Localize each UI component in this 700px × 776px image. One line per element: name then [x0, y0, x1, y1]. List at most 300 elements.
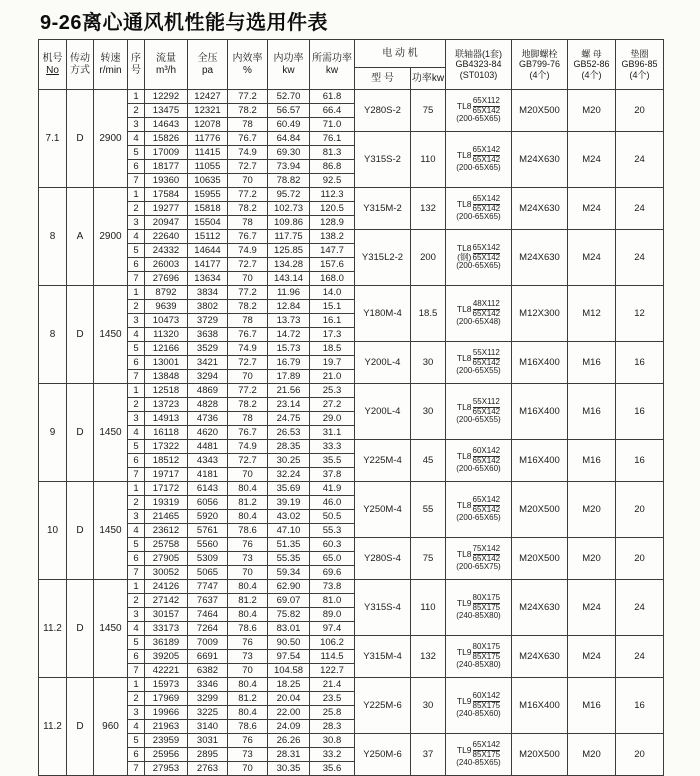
table-row — [39, 482, 664, 496]
flow-cell: 21465 — [145, 510, 188, 524]
washer-cell: 20 — [616, 90, 664, 132]
internal-power-cell: 28.35 — [268, 440, 310, 454]
flow-cell: 36189 — [145, 636, 188, 650]
anchor-bolt-cell: M24X630 — [512, 230, 568, 286]
motor-model-cell: Y315S-4 — [355, 580, 411, 636]
flow-cell: 12292 — [145, 90, 188, 104]
nut-cell: M16 — [568, 342, 616, 384]
required-power-cell: 29.0 — [310, 412, 355, 426]
anchor-bolt-cell: M20X500 — [512, 482, 568, 538]
flow-cell: 17322 — [145, 440, 188, 454]
col-header-internal-power: 内功率 kw — [268, 40, 310, 90]
coupling-model: TL8 (钢) — [456, 243, 472, 263]
internal-power-cell: 62.90 — [268, 580, 310, 594]
washer-cell: 20 — [616, 538, 664, 580]
coupling-size: (200-65X65) — [456, 212, 501, 222]
pressure-cell: 6143 — [188, 482, 228, 496]
flow-cell: 19966 — [145, 706, 188, 720]
washer-cell: 20 — [616, 734, 664, 776]
pressure-cell: 14644 — [188, 244, 228, 258]
efficiency-cell: 78 — [228, 412, 268, 426]
motor-power-cell: 30 — [411, 384, 446, 440]
seq-cell: 6 — [128, 454, 145, 468]
coupling-fraction: $\frac{48X112}{65X142}$ — [472, 299, 501, 318]
efficiency-cell: 72.7 — [228, 454, 268, 468]
internal-power-cell: 73.94 — [268, 160, 310, 174]
internal-power-cell: 97.54 — [268, 650, 310, 664]
table-row — [39, 230, 664, 244]
table-row — [39, 132, 664, 146]
coupling-cell — [446, 580, 512, 636]
internal-power-cell: 55.35 — [268, 552, 310, 566]
required-power-cell: 33.2 — [310, 748, 355, 762]
efficiency-cell: 78.2 — [228, 300, 268, 314]
seq-cell: 2 — [128, 202, 145, 216]
pressure-cell: 2895 — [188, 748, 228, 762]
table-row — [39, 188, 664, 202]
washer-cell: 16 — [616, 440, 664, 482]
internal-power-cell: 117.75 — [268, 230, 310, 244]
coupling-model: TL8 — [456, 450, 472, 461]
nut-cell: M24 — [568, 132, 616, 188]
pressure-cell: 4481 — [188, 440, 228, 454]
coupling-fraction: $\frac{75X142}{65X142}$ — [472, 544, 501, 563]
motor-model-cell: Y315S-2 — [355, 132, 411, 188]
efficiency-cell: 78.2 — [228, 398, 268, 412]
seq-cell: 7 — [128, 762, 145, 776]
anchor-bolt-cell: M16X400 — [512, 440, 568, 482]
required-power-cell: 120.5 — [310, 202, 355, 216]
motor-power-cell: 132 — [411, 636, 446, 678]
washer-cell: 16 — [616, 678, 664, 734]
pressure-cell: 10635 — [188, 174, 228, 188]
coupling-cell — [446, 286, 512, 342]
flow-cell: 25758 — [145, 538, 188, 552]
efficiency-cell: 81.2 — [228, 594, 268, 608]
internal-power-cell: 35.69 — [268, 482, 310, 496]
drive-cell: D — [67, 90, 94, 188]
pressure-cell: 12321 — [188, 104, 228, 118]
efficiency-cell: 74.9 — [228, 244, 268, 258]
motor-model-cell: Y315M-4 — [355, 636, 411, 678]
efficiency-cell: 78.6 — [228, 720, 268, 734]
efficiency-cell: 78.2 — [228, 202, 268, 216]
nut-cell: M24 — [568, 580, 616, 636]
required-power-cell: 168.0 — [310, 272, 355, 286]
seq-cell: 4 — [128, 622, 145, 636]
required-power-cell: 37.8 — [310, 468, 355, 482]
pressure-cell: 4343 — [188, 454, 228, 468]
required-power-cell: 65.0 — [310, 552, 355, 566]
internal-power-cell: 109.86 — [268, 216, 310, 230]
pressure-cell: 3031 — [188, 734, 228, 748]
coupling-model: TL8 — [456, 100, 472, 111]
efficiency-cell: 76 — [228, 734, 268, 748]
washer-cell: 24 — [616, 580, 664, 636]
coupling-size: (200-65X48) — [456, 317, 501, 327]
internal-power-cell: 143.14 — [268, 272, 310, 286]
internal-power-cell: 75.82 — [268, 608, 310, 622]
efficiency-cell: 76.7 — [228, 328, 268, 342]
coupling-cell — [446, 636, 512, 678]
anchor-bolt-cell: M12X300 — [512, 286, 568, 342]
col-header-motor-model: 型 号 — [355, 68, 411, 90]
pressure-cell: 13634 — [188, 272, 228, 286]
coupling-size: (200-65X60) — [456, 464, 501, 474]
anchor-bolt-cell: M24X630 — [512, 636, 568, 678]
col-header-motor: 电 动 机 — [355, 40, 446, 68]
machine-no-cell: 11.2 — [39, 678, 67, 776]
required-power-cell: 69.6 — [310, 566, 355, 580]
coupling-size: (240-85X80) — [456, 660, 501, 670]
motor-power-cell: 75 — [411, 538, 446, 580]
col-header-seq: 序 号 — [128, 40, 145, 90]
coupling-cell — [446, 188, 512, 230]
required-power-cell: 23.5 — [310, 692, 355, 706]
seq-cell: 2 — [128, 300, 145, 314]
seq-cell: 5 — [128, 146, 145, 160]
machine-no-cell: 7.1 — [39, 90, 67, 188]
machine-no-cell: 8 — [39, 286, 67, 384]
table-row — [39, 678, 664, 692]
required-power-cell: 50.5 — [310, 510, 355, 524]
coupling-fraction: $\frac{65X112}{65X142}$ — [472, 96, 501, 115]
required-power-cell: 31.1 — [310, 426, 355, 440]
washer-cell: 24 — [616, 132, 664, 188]
washer-cell: 16 — [616, 342, 664, 384]
coupling-fraction: $\frac{65X142}{65X142}$ — [472, 243, 501, 262]
table-row — [39, 580, 664, 594]
internal-power-cell: 134.28 — [268, 258, 310, 272]
pressure-cell: 6382 — [188, 664, 228, 678]
required-power-cell: 35.5 — [310, 454, 355, 468]
nut-cell: M20 — [568, 90, 616, 132]
efficiency-cell: 70 — [228, 468, 268, 482]
coupling-size: (240-85X80) — [456, 611, 501, 621]
flow-cell: 39205 — [145, 650, 188, 664]
col-header-anchor-bolt: 地脚螺栓 GB799-76 (4个) — [512, 40, 568, 90]
required-power-cell: 106.2 — [310, 636, 355, 650]
efficiency-cell: 78 — [228, 216, 268, 230]
required-power-cell: 35.6 — [310, 762, 355, 776]
flow-cell: 15973 — [145, 678, 188, 692]
required-power-cell: 28.3 — [310, 720, 355, 734]
washer-cell: 24 — [616, 188, 664, 230]
required-power-cell: 157.6 — [310, 258, 355, 272]
flow-cell: 27142 — [145, 594, 188, 608]
pressure-cell: 11415 — [188, 146, 228, 160]
seq-cell: 7 — [128, 664, 145, 678]
coupling-size: (200-65X65) — [456, 513, 501, 523]
required-power-cell: 71.0 — [310, 118, 355, 132]
seq-cell: 5 — [128, 244, 145, 258]
motor-model-cell: Y200L-4 — [355, 342, 411, 384]
required-power-cell: 89.0 — [310, 608, 355, 622]
flow-cell: 12518 — [145, 384, 188, 398]
nut-cell: M16 — [568, 384, 616, 440]
required-power-cell: 128.9 — [310, 216, 355, 230]
pressure-cell: 5560 — [188, 538, 228, 552]
coupling-fraction: $\frac{80X175}{85X175}$ — [472, 642, 501, 661]
internal-power-cell: 22.00 — [268, 706, 310, 720]
nut-cell: M16 — [568, 678, 616, 734]
table-row — [39, 538, 664, 552]
table-row — [39, 440, 664, 454]
internal-power-cell: 104.58 — [268, 664, 310, 678]
motor-model-cell: Y225M-4 — [355, 440, 411, 482]
internal-power-cell: 47.10 — [268, 524, 310, 538]
internal-power-cell: 15.73 — [268, 342, 310, 356]
flow-cell: 11320 — [145, 328, 188, 342]
internal-power-cell: 16.79 — [268, 356, 310, 370]
coupling-model: TL9 — [456, 646, 472, 657]
seq-cell: 4 — [128, 426, 145, 440]
col-header-coupling: 联轴器(1套) GB4323-84 (ST0103) — [446, 40, 512, 90]
required-power-cell: 21.4 — [310, 678, 355, 692]
coupling-size: (200-65X65) — [456, 114, 501, 124]
required-power-cell: 66.4 — [310, 104, 355, 118]
required-power-cell: 138.2 — [310, 230, 355, 244]
motor-power-cell: 18.5 — [411, 286, 446, 342]
coupling-cell — [446, 384, 512, 440]
efficiency-cell: 77.2 — [228, 384, 268, 398]
seq-cell: 6 — [128, 650, 145, 664]
coupling-cell — [446, 678, 512, 734]
seq-cell: 7 — [128, 468, 145, 482]
anchor-bolt-cell: M16X400 — [512, 342, 568, 384]
flow-cell: 20947 — [145, 216, 188, 230]
pressure-cell: 6056 — [188, 496, 228, 510]
flow-cell: 30052 — [145, 566, 188, 580]
internal-power-cell: 20.04 — [268, 692, 310, 706]
flow-cell: 25956 — [145, 748, 188, 762]
washer-cell: 24 — [616, 636, 664, 678]
internal-power-cell: 13.73 — [268, 314, 310, 328]
coupling-cell — [446, 90, 512, 132]
efficiency-cell: 78 — [228, 118, 268, 132]
flow-cell: 18177 — [145, 160, 188, 174]
motor-power-cell: 30 — [411, 342, 446, 384]
required-power-cell: 55.3 — [310, 524, 355, 538]
efficiency-cell: 74.9 — [228, 440, 268, 454]
machine-no-cell: 10 — [39, 482, 67, 580]
seq-cell: 3 — [128, 510, 145, 524]
seq-cell: 6 — [128, 748, 145, 762]
efficiency-cell: 80.4 — [228, 678, 268, 692]
internal-power-cell: 90.50 — [268, 636, 310, 650]
internal-power-cell: 102.73 — [268, 202, 310, 216]
required-power-cell: 81.0 — [310, 594, 355, 608]
speed-cell: 1450 — [94, 384, 128, 482]
seq-cell: 4 — [128, 524, 145, 538]
coupling-model: TL8 — [456, 352, 472, 363]
pressure-cell: 11776 — [188, 132, 228, 146]
efficiency-cell: 78.2 — [228, 104, 268, 118]
seq-cell: 7 — [128, 174, 145, 188]
internal-power-cell: 26.53 — [268, 426, 310, 440]
speed-cell: 1450 — [94, 286, 128, 384]
internal-power-cell: 52.70 — [268, 90, 310, 104]
internal-power-cell: 24.75 — [268, 412, 310, 426]
pressure-cell: 3225 — [188, 706, 228, 720]
table-row — [39, 384, 664, 398]
pressure-cell: 15504 — [188, 216, 228, 230]
efficiency-cell: 78.6 — [228, 524, 268, 538]
required-power-cell: 97.4 — [310, 622, 355, 636]
internal-power-cell: 30.25 — [268, 454, 310, 468]
coupling-size: (240-85X60) — [456, 709, 501, 719]
required-power-cell: 17.3 — [310, 328, 355, 342]
coupling-fraction: $\frac{65X142}{65X142}$ — [472, 145, 501, 164]
pressure-cell: 15818 — [188, 202, 228, 216]
pressure-cell: 3729 — [188, 314, 228, 328]
flow-cell: 17584 — [145, 188, 188, 202]
internal-power-cell: 17.89 — [268, 370, 310, 384]
efficiency-cell: 73 — [228, 650, 268, 664]
seq-cell: 2 — [128, 398, 145, 412]
pressure-cell: 4869 — [188, 384, 228, 398]
required-power-cell: 81.3 — [310, 146, 355, 160]
motor-power-cell: 110 — [411, 132, 446, 188]
pressure-cell: 15955 — [188, 188, 228, 202]
internal-power-cell: 18.25 — [268, 678, 310, 692]
internal-power-cell: 21.56 — [268, 384, 310, 398]
seq-cell: 6 — [128, 258, 145, 272]
required-power-cell: 112.3 — [310, 188, 355, 202]
efficiency-cell: 77.2 — [228, 188, 268, 202]
pressure-cell: 3346 — [188, 678, 228, 692]
pressure-cell: 4181 — [188, 468, 228, 482]
drive-cell: D — [67, 482, 94, 580]
col-header-efficiency: 内效率 % — [228, 40, 268, 90]
required-power-cell: 30.8 — [310, 734, 355, 748]
table-row — [39, 90, 664, 104]
efficiency-cell: 80.4 — [228, 482, 268, 496]
efficiency-cell: 70 — [228, 664, 268, 678]
flow-cell: 22640 — [145, 230, 188, 244]
seq-cell: 4 — [128, 328, 145, 342]
coupling-fraction: $\frac{60X142}{65X142}$ — [472, 446, 501, 465]
efficiency-cell: 70 — [228, 762, 268, 776]
seq-cell: 2 — [128, 594, 145, 608]
flow-cell: 13848 — [145, 370, 188, 384]
pressure-cell: 7264 — [188, 622, 228, 636]
flow-cell: 27905 — [145, 552, 188, 566]
machine-no-cell: 8 — [39, 188, 67, 286]
col-header-speed: 转速 r/min — [94, 40, 128, 90]
pressure-cell: 3299 — [188, 692, 228, 706]
internal-power-cell: 30.35 — [268, 762, 310, 776]
internal-power-cell: 69.30 — [268, 146, 310, 160]
pressure-cell: 7747 — [188, 580, 228, 594]
pressure-cell: 12427 — [188, 90, 228, 104]
efficiency-cell: 77.2 — [228, 90, 268, 104]
motor-model-cell: Y200L-4 — [355, 384, 411, 440]
motor-model-cell: Y250M-6 — [355, 734, 411, 776]
coupling-fraction: $\frac{60X142}{85X175}$ — [472, 691, 501, 710]
washer-cell: 16 — [616, 384, 664, 440]
coupling-cell — [446, 482, 512, 538]
flow-cell: 27696 — [145, 272, 188, 286]
flow-cell: 24126 — [145, 580, 188, 594]
internal-power-cell: 69.07 — [268, 594, 310, 608]
seq-cell: 5 — [128, 342, 145, 356]
seq-cell: 1 — [128, 384, 145, 398]
flow-cell: 16118 — [145, 426, 188, 440]
required-power-cell: 33.3 — [310, 440, 355, 454]
flow-cell: 17969 — [145, 692, 188, 706]
internal-power-cell: 78.82 — [268, 174, 310, 188]
coupling-model: TL8 — [456, 303, 472, 314]
flow-cell: 12166 — [145, 342, 188, 356]
motor-power-cell: 30 — [411, 678, 446, 734]
col-header-machine-no: 机号 No — [39, 40, 67, 90]
efficiency-cell: 76 — [228, 538, 268, 552]
seq-cell: 1 — [128, 90, 145, 104]
motor-power-cell: 37 — [411, 734, 446, 776]
coupling-size: (200-65X55) — [456, 366, 501, 376]
seq-cell: 6 — [128, 356, 145, 370]
motor-model-cell: Y280S-2 — [355, 90, 411, 132]
coupling-model: TL9 — [456, 744, 472, 755]
machine-no-cell: 9 — [39, 384, 67, 482]
flow-cell: 26003 — [145, 258, 188, 272]
coupling-model: TL9 — [456, 695, 472, 706]
seq-cell: 3 — [128, 118, 145, 132]
table-row — [39, 286, 664, 300]
seq-cell: 1 — [128, 286, 145, 300]
nut-cell: M24 — [568, 230, 616, 286]
efficiency-cell: 74.9 — [228, 342, 268, 356]
coupling-cell — [446, 230, 512, 286]
efficiency-cell: 72.7 — [228, 160, 268, 174]
coupling-model: TL9 — [456, 597, 472, 608]
efficiency-cell: 80.4 — [228, 580, 268, 594]
coupling-fraction: $\frac{65X142}{65X142}$ — [472, 194, 501, 213]
flow-cell: 42221 — [145, 664, 188, 678]
coupling-fraction: $\frac{55X112}{65X142}$ — [472, 397, 501, 416]
internal-power-cell: 64.84 — [268, 132, 310, 146]
seq-cell: 7 — [128, 566, 145, 580]
flow-cell: 15826 — [145, 132, 188, 146]
anchor-bolt-cell: M16X400 — [512, 678, 568, 734]
efficiency-cell: 80.4 — [228, 510, 268, 524]
motor-power-cell: 75 — [411, 90, 446, 132]
col-header-drive: 传动 方式 — [67, 40, 94, 90]
flow-cell: 23959 — [145, 734, 188, 748]
efficiency-cell: 76 — [228, 636, 268, 650]
pressure-cell: 3421 — [188, 356, 228, 370]
anchor-bolt-cell: M16X400 — [512, 384, 568, 440]
required-power-cell: 18.5 — [310, 342, 355, 356]
required-power-cell: 46.0 — [310, 496, 355, 510]
anchor-bolt-cell: M20X500 — [512, 734, 568, 776]
seq-cell: 1 — [128, 188, 145, 202]
col-header-flow: 流量 m³/h — [145, 40, 188, 90]
efficiency-cell: 78 — [228, 314, 268, 328]
efficiency-cell: 70 — [228, 370, 268, 384]
flow-cell: 13723 — [145, 398, 188, 412]
seq-cell: 6 — [128, 160, 145, 174]
motor-model-cell: Y315M-2 — [355, 188, 411, 230]
pressure-cell: 15112 — [188, 230, 228, 244]
pressure-cell: 3802 — [188, 300, 228, 314]
pressure-cell: 6691 — [188, 650, 228, 664]
efficiency-cell: 70 — [228, 272, 268, 286]
pressure-cell: 2763 — [188, 762, 228, 776]
seq-cell: 3 — [128, 706, 145, 720]
pressure-cell: 7637 — [188, 594, 228, 608]
